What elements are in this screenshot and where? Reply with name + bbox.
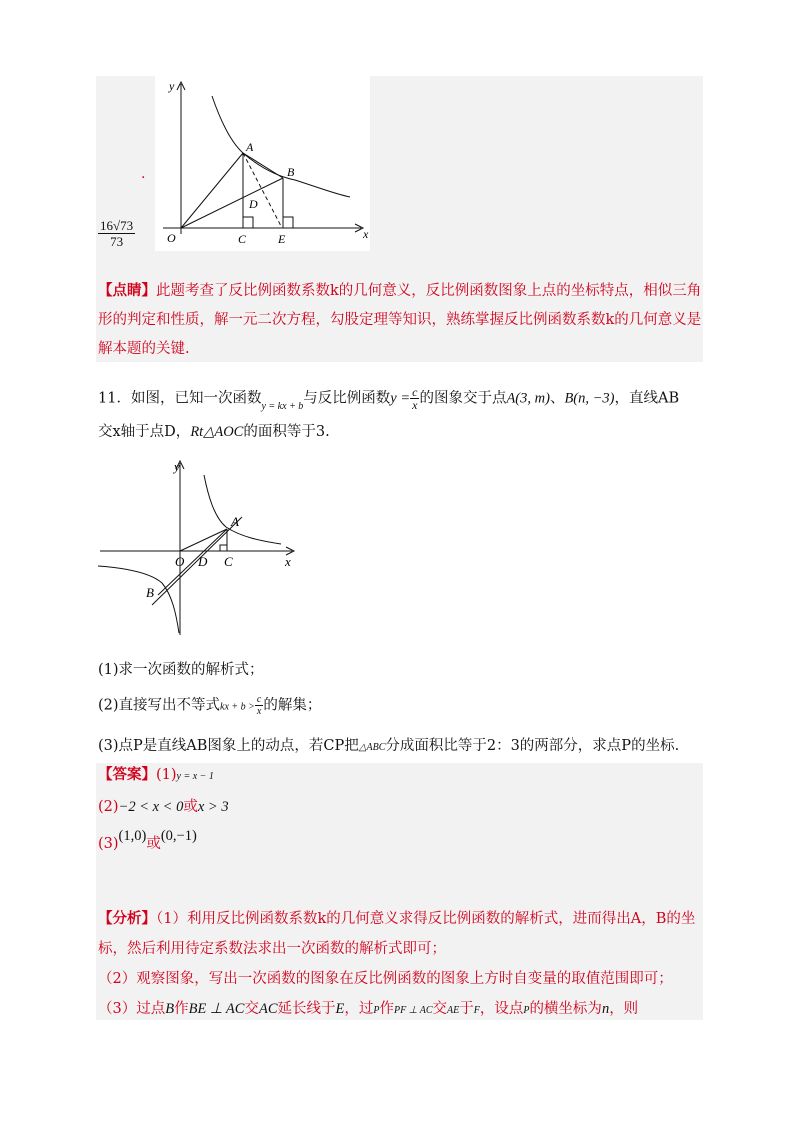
analysis-line-3: （2）观察图象，写出一次函数的图象在反比例函数的图象上方时自变量的取值范围即可； [98,971,673,987]
answer-line-2 [98,796,229,818]
a4-P: P [373,1005,380,1016]
answer-3-or: 或 [146,836,161,852]
answer-3-label: (3) [98,836,119,852]
a4-k: ，则 [609,1001,639,1017]
part2-frac-num: c [256,694,262,705]
fig1-label-C: C [238,232,247,246]
answer-2-right: x > 3 [197,799,229,815]
question-text-b: 与反比例函数 [303,390,391,407]
point-A: A(3, m) [506,390,550,407]
comment-line-1 [98,280,701,302]
question-text-c: 的图象交于点 [419,390,507,407]
triangle-AOC: Rt△AOC [190,424,244,440]
fig1-label-E: E [278,232,286,246]
a4-a: （3）过点 [98,1001,166,1017]
analysis-line-1 [98,908,695,930]
answer-fraction-numerator: 16√73 [100,218,134,233]
fig2-label-D: D [198,554,208,569]
fig2-label-C: C [224,554,233,569]
a4-b: 作 [174,1001,189,1017]
question-11-line-1 [98,386,679,412]
a4-c: 交 [244,1001,259,1017]
answer-3-point-1: (1,0) [118,828,147,844]
analysis-line-2: 标，然后利用待定系数法求出一次函数的解析式即可； [98,941,446,957]
point-B: B(n, −3) [564,390,615,407]
fig1-label-D: D [249,197,258,211]
separator: 、 [549,390,565,407]
eq-inverse-den: x [412,398,418,412]
a4-eq2: PF ⊥ AC [393,1005,433,1016]
answer-tag: 【答案】 [98,766,156,783]
question-line2-a: 交x轴于点D， [98,424,191,440]
part2-inequality: kx + b > [220,701,255,713]
a4-AE: AE [447,1005,460,1016]
part2-text-a: (2)直接写出不等式 [98,697,221,714]
question-part-3 [98,735,679,759]
comment-line-3: 解本题的关键. [98,341,190,357]
answer-2-label: (2) [98,799,119,815]
part3-text-b: 分成面积比等于2：3的两部分，求点P的坐标. [385,738,680,754]
answer-line-3 [98,828,197,855]
question-text-d: ，直线AB [614,390,680,407]
eq-inverse-num: c [412,385,418,399]
a4-P2: P [523,1005,530,1016]
question-line2-b: 的面积等于3. [243,424,330,440]
stray-dot: . [141,166,146,182]
a4-n: n [601,1001,610,1017]
answer-line-1 [98,764,214,788]
a4-AC: AC [258,1001,278,1017]
part2-frac-den: x [256,706,262,717]
comment-text-1: 此题考查了反比例函数系数k的几何意义，反比例函数图象上点的坐标特点，相似三角 [156,283,702,299]
fig2-label-x: x [285,554,291,569]
answer-2-left: −2 < x < 0 [118,799,184,815]
analysis-text-1: （1）利用反比例函数系数k的几何意义求得反比例函数的解析式，进而得出A，B的坐 [156,911,696,927]
part3-triangle: △ABC [358,742,386,753]
fig1-label-y: y [169,79,175,93]
answer-1: y = x − 1 [176,771,214,782]
a4-j: 的横坐标为 [529,1001,602,1017]
question-text-a: 如图，已知一次函数 [130,390,262,407]
analysis-tag: 【分析】 [98,910,156,927]
answer-fraction [98,218,135,249]
fig2-label-y: y [174,459,180,474]
answer-3-point-2: (0,−1) [160,828,197,844]
question-number: 11． [98,390,131,407]
fig1-label-O: O [167,231,176,245]
answer-1-label: (1) [156,767,177,783]
a4-g: 交 [432,1001,447,1017]
eq-inverse-lhs: y = [390,390,411,407]
fig1-label-B: B [287,165,295,179]
fig1-label-x: x [363,227,369,241]
comment-tag: 【点睛】 [98,282,156,299]
question-part-2 [98,694,321,719]
eq-linear: y = kx + b [261,400,304,412]
a4-e: ，过 [344,1001,374,1017]
a4-E: E [335,1001,345,1017]
question-11-line-2 [98,421,330,443]
a4-f: 作 [379,1001,394,1017]
a4-eq1: BE ⊥ AC [188,1001,245,1017]
question-part-1: (1)求一次函数的解析式； [98,662,264,678]
part3-text-a: (3)点P是直线AB图象上的动点，若CP把 [98,738,359,754]
fig1-label-A: A [246,140,254,154]
a4-B: B [165,1001,175,1017]
figure-2-function-graph [96,455,306,640]
answer-2-or: 或 [183,799,198,815]
fig2-label-A: A [231,514,239,529]
a4-F: F [473,1005,480,1016]
answer-fraction-denominator: 73 [110,234,124,249]
a4-d: 延长线于 [277,1001,336,1017]
fig2-label-O: O [175,554,185,569]
figure-1-hyperbola-diagram [155,76,370,251]
a4-i: ，设点 [479,1001,524,1017]
analysis-line-4 [98,998,638,1022]
a4-h: 于 [459,1001,474,1017]
part2-text-b: 的解集； [263,697,322,714]
fig2-label-B: B [146,585,154,600]
comment-line-2: 形的判定和性质，解一元二次方程，勾股定理等知识，熟练掌握反比例函数系数k的几何意义是 [98,312,702,328]
